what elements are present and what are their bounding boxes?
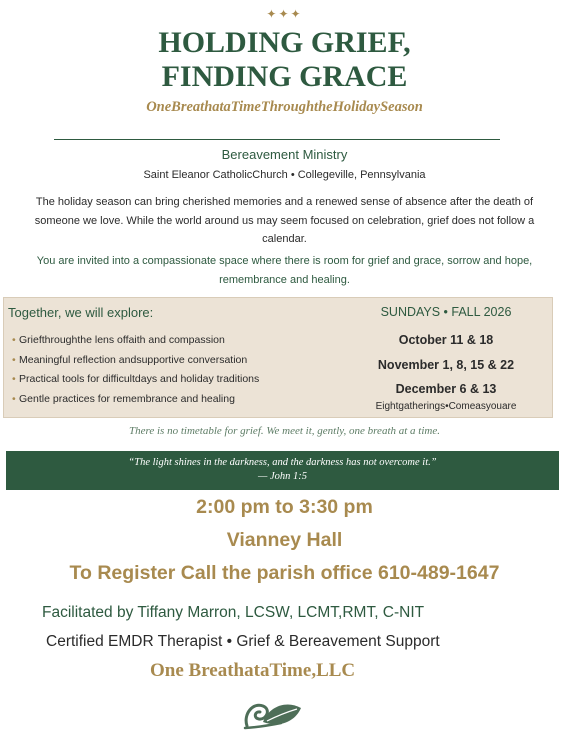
schedule-date: December 6 & 13 xyxy=(395,382,497,396)
list-item xyxy=(12,370,259,390)
church-location: Saint Eleanor CatholicChurch • Collegeville, Pennsylvania xyxy=(143,169,426,181)
quote-reference: — John 1:5 xyxy=(258,471,307,482)
list-item-text: Practical tools for difficultdays and holiday traditions xyxy=(19,373,260,385)
list-item-text: Griefthroughthe lens offaith and compassion xyxy=(19,334,225,346)
list-item xyxy=(12,331,259,351)
list-item-text: Meaningful reflection andsupportive conversation xyxy=(19,353,248,366)
event-venue: Vianney Hall xyxy=(226,529,343,551)
schedule-dates xyxy=(342,328,550,402)
page-title-line2: FINDING GRACE xyxy=(161,60,408,93)
intro-paragraph: The holiday season can bring cherished memories and a renewed sense of absence after the death of someone we love. While the world around us may seem focused on celebration, grief does not follow a calendar. xyxy=(34,196,535,245)
explore-list xyxy=(12,331,259,409)
page-subtitle: OneBreathataTimeThroughtheHolidaySeason xyxy=(146,99,423,115)
leaf-logo-icon xyxy=(241,692,305,730)
schedule-date: October 11 & 18 xyxy=(398,333,494,347)
title-divider xyxy=(54,139,500,140)
list-item-text: Gentle practices for remembrance and healing xyxy=(19,392,235,405)
page-title-line1: HOLDING GRIEF, xyxy=(158,26,411,59)
scripture-quote-banner xyxy=(6,451,559,490)
stars-ornament-icon: ✦✦✦ xyxy=(266,7,303,21)
event-time: 2:00 pm to 3:30 pm xyxy=(196,496,373,518)
explore-heading: Together, we will explore: xyxy=(8,305,154,320)
company-name: One BreathataTime,LLC xyxy=(150,660,356,681)
registration-info: To Register Call the parish office 610-489-1647 xyxy=(69,562,500,584)
facilitator-line: Facilitated by Tiffany Marron, LCSW, LCMT,RMT, C-NIT xyxy=(42,604,425,621)
schedule-note: Eightgatherings•Comeasyouare xyxy=(375,401,517,412)
quote-text: “The light shines in the darkness, and the darkness has not overcome it.” xyxy=(128,457,437,468)
facilitator-credentials: Certified EMDR Therapist • Grief & Bereavement Support xyxy=(46,633,440,650)
invitation-paragraph: You are invited into a compassionate space where there is room for grief and grace, sorrow and hope, remembrance and healing. xyxy=(36,255,533,286)
ministry-name: Bereavement Ministry xyxy=(221,147,348,162)
schedule-date: November 1, 8, 15 & 22 xyxy=(377,357,515,372)
list-item xyxy=(12,351,259,371)
schedule-heading: SUNDAYS • FALL 2026 xyxy=(380,305,512,319)
list-item xyxy=(12,390,259,410)
timeline-message: There is no timetable for grief. We meet it, gently, one breath at a time. xyxy=(128,425,440,437)
